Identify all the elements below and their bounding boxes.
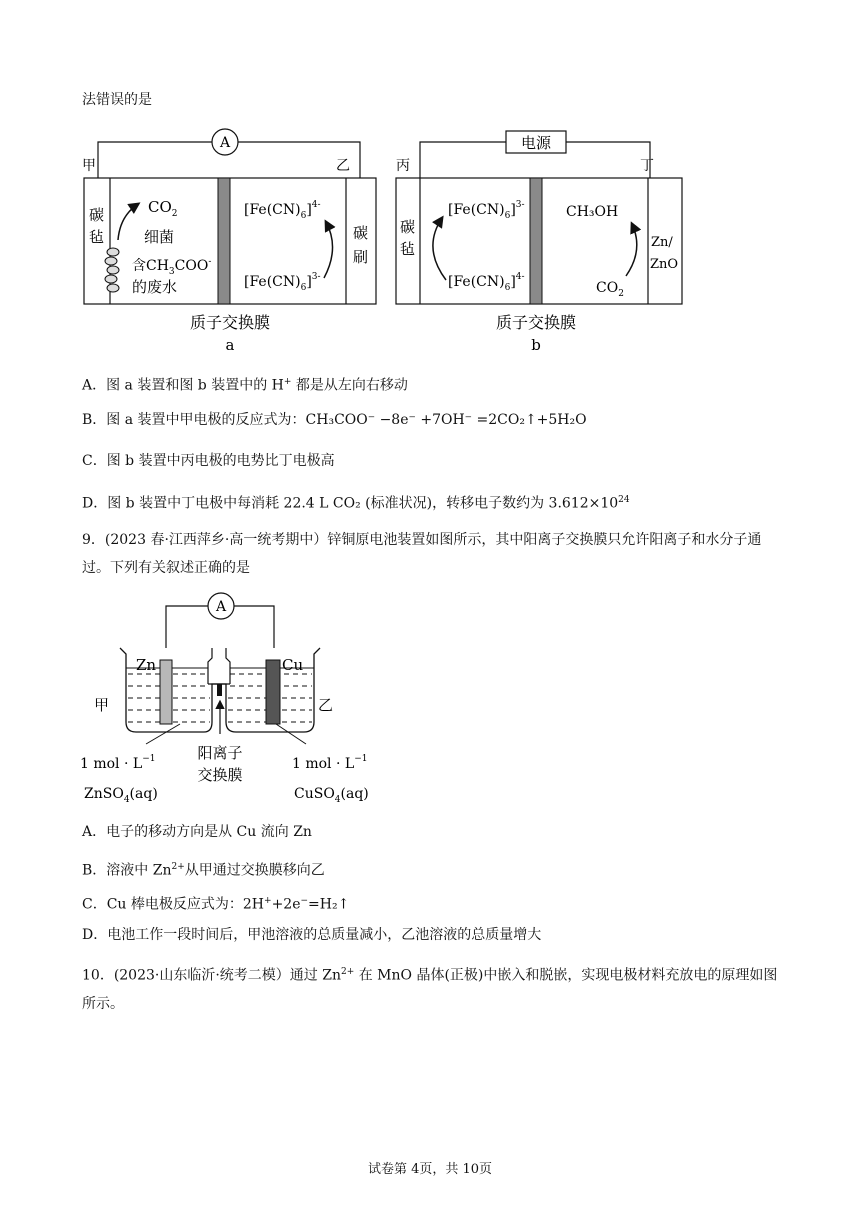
q9-option-c-sup2: − [300, 896, 309, 906]
figure-b [396, 131, 682, 354]
q10-stem-sup: 2+ [341, 967, 355, 977]
electrode-b-left-2: 毡 [400, 240, 416, 258]
label-jia-2: 甲 [94, 696, 110, 714]
q9-option-b [82, 857, 325, 881]
q9-option-c-post: =H₂↑ [308, 896, 350, 913]
electrode-b-left-1: 碳 [400, 218, 416, 236]
zn-electrode [160, 660, 172, 724]
cu-label: Cu [282, 656, 304, 674]
fe-b-top: $[Fe(CN)_6]^{3-}$ [448, 200, 525, 221]
q10-stem-text: 10．(2023·山东临沂·统考二模）通过 Zn [82, 967, 341, 984]
label-ding: 丁 [640, 158, 654, 174]
intro-text: 法错误的是 [82, 92, 152, 108]
q8-option-b-text: B．图 a 装置中甲电极的反应式为：CH₃COO⁻ −8e⁻ +7OH⁻ =2CO₂↑+5H₂O [82, 412, 587, 428]
q9-stem-text: 9．(2023 春·江西萍乡·高一统考期中）锌铜原电池装置如图所示，其中阳离子交换膜只允许阳离子和水分子通过。下列有关叙述正确的是 [82, 532, 762, 576]
figure-zn-cu-cell [80, 592, 380, 812]
label-yi-2: 乙 [318, 696, 334, 714]
q8-option-d-text: D．图 b 装置中丁电极中每消耗 22.4 L CO₂ (标准状况)，转移电子数约为 3.612×10 [82, 495, 619, 512]
q8-option-b [82, 410, 587, 430]
membrane-label-2: 交换膜 [197, 766, 243, 784]
q9-option-c-text: C．Cu 棒电极反应式为：2H [82, 896, 265, 913]
q9-option-b-text: B．溶液中 Zn [82, 862, 172, 879]
q9-option-d-text: D．电池工作一段时间后，甲池溶液的总质量减小，乙池溶液的总质量增大 [82, 927, 542, 943]
page-footer: 试卷第 4页，共 10页 [367, 1162, 493, 1177]
electrode-b-right-1: Zn/ [651, 235, 673, 250]
label-yi: 乙 [336, 158, 350, 174]
q8-option-a-sup: + [283, 377, 292, 387]
bacteria-label: 细菌 [144, 228, 175, 246]
q10-stem-post: 在 MnO 晶体(正极)中嵌入和脱嵌，实现电极材料充放电的原理如图所示。 [82, 967, 778, 1012]
membrane-label-b: 质子交换膜 [495, 313, 577, 332]
q9-option-d [82, 925, 541, 945]
q9-option-c-sup1: + [264, 896, 272, 906]
q9-option-c-mid: +2e [271, 896, 301, 913]
right-concentration: 1 mol · $L^{-1}$ [292, 754, 368, 772]
label-bing: 丙 [396, 158, 410, 174]
electrode-a-left-1: 碳 [89, 206, 105, 224]
caption-b: b [531, 336, 541, 354]
q9-option-a-text: A．电子的移动方向是从 Cu 流向 Zn [82, 824, 312, 840]
ammeter-symbol: A [219, 135, 231, 151]
q9-stem [82, 526, 782, 582]
q8-option-c [82, 451, 335, 471]
q8-option-a-post: 都是从左向右移动 [291, 377, 408, 394]
q9-option-c [82, 891, 349, 915]
waste-line-1: 含$CH_3COO^-$ [132, 257, 212, 277]
electrode-b-right-2: ZnO [650, 257, 679, 272]
membrane-b [530, 178, 542, 304]
zn-label: Zn [136, 656, 157, 674]
q8-option-d [82, 490, 630, 514]
left-concentration: 1 mol · $L^{-1}$ [80, 754, 156, 772]
power-label: 电源 [520, 134, 552, 152]
q9-option-b-sup: 2+ [171, 862, 185, 872]
right-solution: CuSO$_4$(aq) [294, 786, 369, 805]
membrane-label-1: 阳离子 [197, 744, 243, 762]
ion-exchange-membrane [217, 684, 222, 696]
q9-option-b-post: 从甲通过交换膜移向乙 [184, 862, 325, 879]
caption-a: a [225, 336, 235, 354]
fe-b-bottom: $[Fe(CN)_6]^{4-}$ [448, 272, 525, 293]
q8-option-a-text: A．图 a 装置和图 b 装置中的 H [82, 377, 284, 394]
waste-line-2: 的废水 [132, 278, 178, 296]
label-jia: 甲 [82, 158, 96, 174]
electrode-a-right-1: 碳 [353, 224, 369, 242]
membrane-a [218, 178, 230, 304]
q8-option-c-text: C．图 b 装置中丙电极的电势比丁电极高 [82, 453, 335, 469]
intro-line [82, 90, 152, 110]
electrode-a-right-2: 刷 [353, 248, 369, 266]
figure-a [82, 129, 376, 354]
electrode-a-left-2: 毡 [89, 228, 105, 246]
q9-option-a [82, 822, 312, 842]
methanol-label: CH₃OH [566, 204, 619, 220]
fe-a-top: $[Fe(CN)_6]^{4-}$ [244, 200, 321, 221]
co2-a: $CO_2$ [148, 198, 178, 219]
ammeter-symbol-2: A [215, 599, 227, 615]
membrane-label-a: 质子交换膜 [189, 313, 271, 332]
cu-electrode [266, 660, 280, 724]
co2-b: $CO_2$ [596, 280, 624, 299]
fe-a-bottom: $[Fe(CN)_6]^{3-}$ [244, 272, 321, 293]
q8-option-d-sup: 24 [618, 495, 630, 505]
q8-option-a [82, 372, 408, 396]
q10-stem [82, 958, 782, 1018]
figure-ab [82, 128, 702, 360]
left-solution: ZnSO$_4$(aq) [84, 786, 158, 805]
